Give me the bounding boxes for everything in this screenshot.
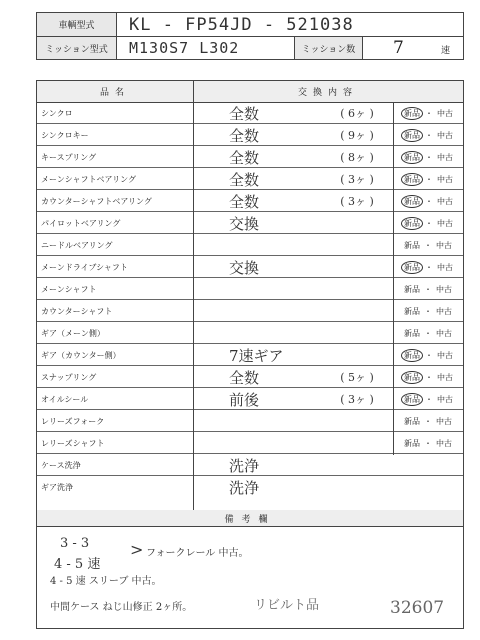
- table-row: [37, 278, 463, 300]
- table-header: [37, 81, 463, 103]
- remark-line1-text: フォークレール 中古。: [146, 548, 249, 559]
- status-used: 中古: [437, 262, 453, 272]
- part-name: レリーズフォーク: [41, 416, 105, 426]
- table-row: [37, 212, 463, 234]
- status-used: 中古: [436, 306, 452, 316]
- part-qty: ( 3ヶ ): [340, 173, 374, 186]
- part-status: [393, 168, 463, 190]
- status-separator: ・: [424, 416, 432, 426]
- status-new: 新品: [401, 173, 423, 186]
- part-name: オイルシール: [41, 394, 89, 404]
- part-detail: 全数: [229, 368, 260, 387]
- part-qty: [327, 215, 387, 231]
- part-name: スナップリング: [41, 372, 97, 382]
- part-name: カウンターシャフト: [41, 306, 113, 316]
- part-status: [393, 212, 463, 234]
- part-status: [393, 344, 463, 366]
- table-row: [37, 256, 463, 278]
- part-detail: 全数: [229, 126, 260, 145]
- wash-row: [37, 454, 463, 476]
- status-new: 新品: [401, 349, 423, 362]
- part-status: [393, 432, 463, 454]
- wash-row: [37, 476, 463, 498]
- part-qty: ( 8ヶ ): [340, 151, 374, 164]
- status-separator: ・: [425, 196, 433, 206]
- vehicle-type-label: 車輌型式: [37, 13, 117, 36]
- mission-count-unit: 速: [441, 46, 451, 56]
- status-separator: ・: [425, 350, 433, 360]
- part-qty: [327, 325, 387, 341]
- status-separator: ・: [425, 108, 433, 118]
- status-new: 新品: [401, 371, 423, 384]
- part-name: メーンシャフト: [41, 284, 97, 294]
- vehicle-type-value: KL - FP54JD - 521038: [129, 14, 354, 35]
- status-separator: ・: [425, 218, 433, 228]
- status-new: 新品: [401, 151, 423, 164]
- mission-count-cell: [363, 36, 463, 59]
- col-divider-status: [393, 102, 394, 455]
- mission-count-value: 7: [393, 38, 404, 58]
- table-row: [37, 366, 463, 388]
- part-detail: 前後: [229, 390, 260, 409]
- status-separator: ・: [425, 174, 433, 184]
- table-row: [37, 146, 463, 168]
- status-used: 中古: [437, 196, 453, 206]
- status-used: 中古: [436, 240, 452, 250]
- table-row: [37, 410, 463, 432]
- part-status: [393, 322, 463, 344]
- status-separator: ・: [425, 262, 433, 272]
- table-row: [37, 322, 463, 344]
- table-row: [37, 234, 463, 256]
- part-qty: [327, 347, 387, 363]
- part-status: [393, 256, 463, 278]
- status-new: 新品: [404, 438, 420, 448]
- part-status: [393, 300, 463, 322]
- record-number: 32607: [390, 598, 445, 618]
- remark-line1a: 3 - 3: [60, 536, 90, 551]
- status-used: 中古: [436, 438, 452, 448]
- part-detail: 7速ギア: [229, 346, 284, 365]
- part-name: ギア（カウンター側）: [41, 350, 121, 360]
- status-used: 中古: [437, 218, 453, 228]
- part-name: パイロットベアリング: [41, 218, 121, 228]
- part-qty: [327, 413, 387, 429]
- part-qty: ( 6ヶ ): [340, 107, 374, 120]
- part-qty: ( 5ヶ ): [340, 371, 374, 384]
- part-status: [393, 124, 463, 146]
- part-qty: ( 9ヶ ): [340, 129, 374, 142]
- part-detail: 全数: [229, 104, 260, 123]
- status-used: 中古: [436, 328, 452, 338]
- part-status: [393, 366, 463, 388]
- status-used: 中古: [437, 394, 453, 404]
- part-status: [393, 278, 463, 300]
- part-name: シンクロキー: [41, 130, 89, 140]
- part-detail: 全数: [229, 170, 260, 189]
- part-name: メーンドライブシャフト: [41, 262, 128, 272]
- status-new: 新品: [404, 284, 420, 294]
- part-detail: 交換: [229, 258, 260, 277]
- mission-type-label: ミッション型式: [37, 36, 117, 59]
- status-separator: ・: [425, 372, 433, 382]
- table-row: [37, 344, 463, 366]
- part-name: シンクロ: [41, 108, 73, 118]
- table-row: [37, 388, 463, 410]
- status-new: 新品: [401, 393, 423, 406]
- table-row: [37, 168, 463, 190]
- part-name: ニードルベアリング: [41, 240, 113, 250]
- status-separator: ・: [425, 130, 433, 140]
- part-status: [393, 388, 463, 410]
- remark-line3: 中間ケース ねじ山修正 2ヶ所。: [50, 602, 193, 613]
- part-name: カウンターシャフトベアリング: [41, 196, 152, 206]
- status-separator: ・: [425, 394, 433, 404]
- rebuilt-note: リビルト品: [254, 598, 320, 613]
- status-used: 中古: [436, 416, 452, 426]
- part-qty: [327, 435, 387, 451]
- table-row: [37, 300, 463, 322]
- status-separator: ・: [424, 240, 432, 250]
- col-divider-part: [193, 81, 194, 511]
- mission-count-label: ミッション数: [295, 36, 363, 59]
- part-qty: ( 3ヶ ): [340, 195, 374, 208]
- status-separator: ・: [424, 306, 432, 316]
- status-new: 新品: [401, 129, 423, 142]
- status-separator: ・: [424, 438, 432, 448]
- status-new: 新品: [404, 306, 420, 316]
- status-separator: ・: [425, 152, 433, 162]
- part-detail: 交換: [229, 214, 260, 233]
- part-qty: [327, 281, 387, 297]
- part-qty: ( 3ヶ ): [340, 393, 374, 406]
- remark-line1b: 4 - 5 速: [54, 557, 101, 572]
- status-new: 新品: [401, 107, 423, 120]
- wash-name: ケース洗浄: [41, 460, 81, 470]
- bracket-icon: >: [130, 540, 144, 559]
- part-qty: [327, 259, 387, 275]
- wash-name: ギア洗浄: [41, 482, 73, 492]
- status-used: 中古: [437, 350, 453, 360]
- status-new: 新品: [401, 261, 423, 274]
- col-header-exchange: 交換内容: [297, 88, 358, 98]
- status-separator: ・: [424, 284, 432, 294]
- part-status: [393, 102, 463, 124]
- status-separator: ・: [424, 328, 432, 338]
- status-new: 新品: [404, 416, 420, 426]
- part-name: レリーズシャフト: [41, 438, 105, 448]
- part-status: [393, 234, 463, 256]
- part-status: [393, 410, 463, 432]
- part-status: [393, 190, 463, 212]
- vehicle-info-header: [36, 12, 464, 60]
- part-name: ギア（メーン側）: [41, 328, 105, 338]
- remarks-title: 備考欄: [37, 510, 463, 527]
- status-new: 新品: [401, 195, 423, 208]
- table-row: [37, 432, 463, 454]
- wash-detail: 洗浄: [229, 456, 260, 475]
- part-name: メーンシャフトベアリング: [41, 174, 136, 184]
- remark-line2: 4 - 5 速 スリーブ 中古。: [50, 576, 162, 587]
- part-detail: 全数: [229, 192, 260, 211]
- wash-detail: 洗浄: [229, 478, 260, 497]
- parts-table: [36, 80, 464, 512]
- part-name: キースプリング: [41, 152, 97, 162]
- status-used: 中古: [437, 174, 453, 184]
- status-used: 中古: [437, 152, 453, 162]
- table-row: [37, 102, 463, 124]
- status-new: 新品: [404, 240, 420, 250]
- status-new: 新品: [404, 328, 420, 338]
- table-row: [37, 124, 463, 146]
- col-header-part: 品名: [99, 88, 130, 98]
- part-status: [393, 146, 463, 168]
- part-qty: [327, 303, 387, 319]
- part-detail: 全数: [229, 148, 260, 167]
- mission-type-value: M130S7 L302: [117, 36, 295, 59]
- status-used: 中古: [437, 108, 453, 118]
- status-used: 中古: [436, 284, 452, 294]
- status-new: 新品: [401, 217, 423, 230]
- table-row: [37, 190, 463, 212]
- status-used: 中古: [437, 130, 453, 140]
- status-used: 中古: [437, 372, 453, 382]
- part-qty: [327, 237, 387, 253]
